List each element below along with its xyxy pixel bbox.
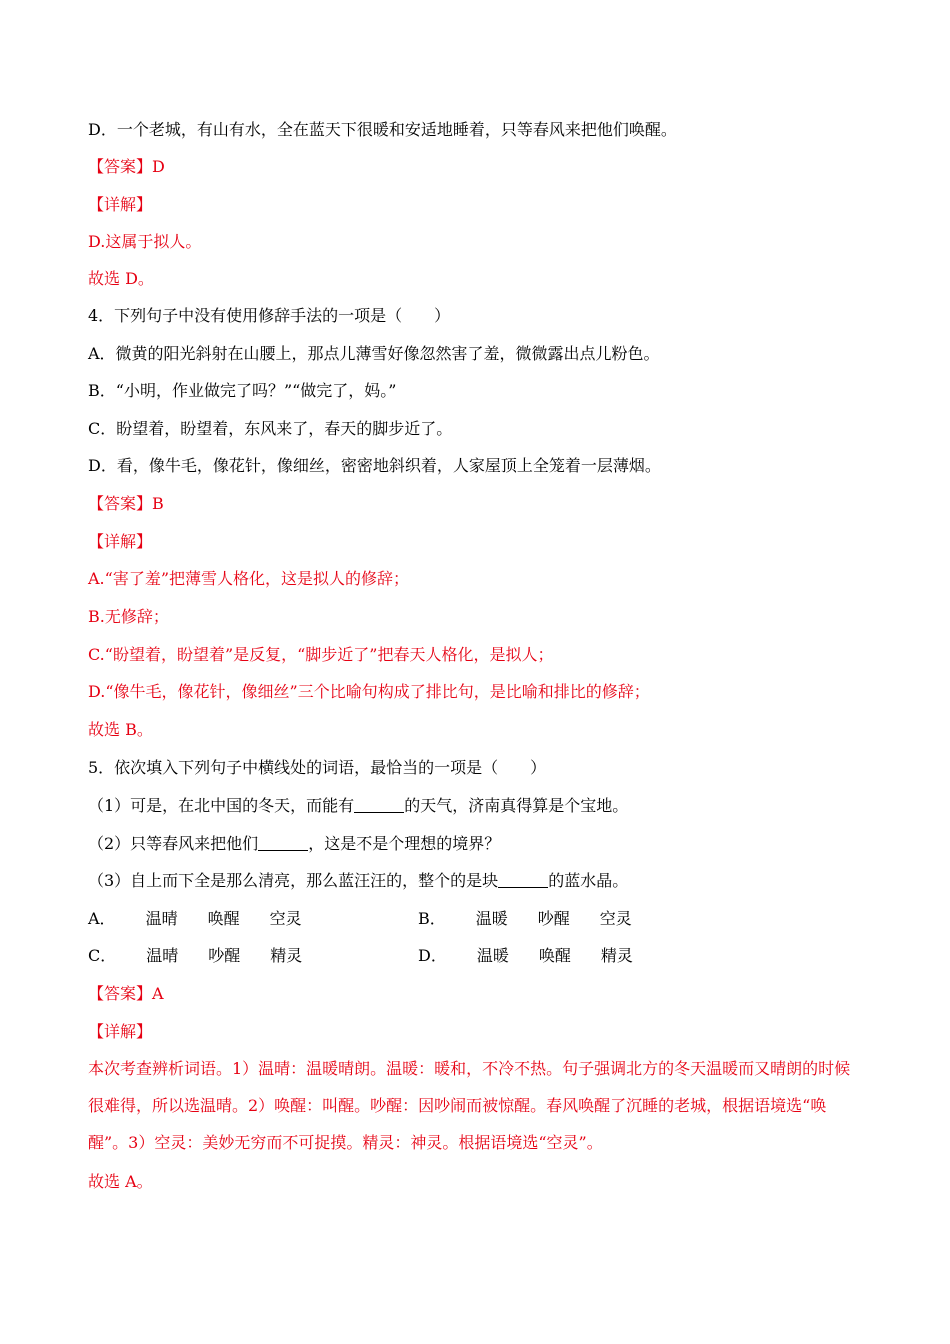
option-word: 空灵	[599, 909, 632, 928]
option-label: B．	[418, 909, 446, 928]
q3-detail-label: 【详解】	[88, 195, 153, 214]
option-label: C．	[88, 946, 117, 965]
sentence-text: 的天气，济南真得算是个宝地。	[404, 796, 629, 815]
q4-option-c: C．盼望着，盼望着，东风来了，春天的脚步近了。	[88, 419, 453, 438]
q4-detail-label: 【详解】	[88, 532, 153, 551]
answer-label: 【答案】	[88, 157, 153, 176]
q5-option-c	[88, 945, 302, 967]
answer-label: 【答案】	[88, 494, 153, 513]
q4-stem: 4．下列句子中没有使用修辞手法的一项是（ ）	[88, 306, 451, 325]
q4-detail-d: D.“像牛毛，像花针，像细丝”三个比喻句构成了排比句，是比喻和排比的修辞；	[88, 682, 650, 701]
option-word: 温暖	[476, 946, 509, 965]
sentence-text: （3）自上而下全是那么清亮，那么蓝汪汪的，整个的是块	[88, 871, 499, 890]
option-label: D．	[418, 946, 447, 965]
option-word: 吵醒	[208, 946, 241, 965]
q5-conclusion: 故选 A。	[88, 1172, 153, 1191]
q3-option-d: D．一个老城，有山有水，全在蓝天下很暖和安适地睡着，只等春风来把他们唤醒。	[88, 120, 677, 139]
option-word: 唤醒	[207, 909, 240, 928]
sentence-text: 的蓝水晶。	[548, 871, 629, 890]
answer-label: 【答案】	[88, 984, 153, 1003]
option-word: 精灵	[270, 946, 303, 965]
option-word: 空灵	[269, 909, 302, 928]
q3-conclusion: 故选 D。	[88, 269, 154, 288]
q4-detail-b: B.无修辞；	[88, 607, 169, 626]
q3-answer	[88, 156, 165, 178]
q4-conclusion: 故选 B。	[88, 720, 153, 739]
option-word: 温晴	[146, 946, 179, 965]
q5-option-d	[418, 945, 633, 967]
sentence-text: （2）只等春风来把他们	[88, 834, 259, 853]
fill-blank	[354, 796, 404, 813]
sentence-text: ，这是不是个理想的境界？	[308, 834, 501, 853]
option-word: 吵醒	[537, 909, 570, 928]
q4-detail-a: A.“害了羞”把薄雪人格化，这是拟人的修辞；	[88, 569, 410, 588]
fill-blank	[258, 834, 308, 851]
q5-sentence-3	[88, 870, 628, 892]
answer-value: B	[152, 494, 164, 513]
q5-option-a	[88, 908, 302, 930]
option-label: A．	[88, 909, 116, 928]
answer-value: D	[152, 157, 165, 176]
option-word: 温暖	[475, 909, 508, 928]
q5-detail: 本次考查辨析词语。1）温晴：温暖晴朗。温暖：暖和，不冷不热。句子强调北方的冬天温暖而又晴朗的时候很难得，所以选温晴。2）唤醒：叫醒。吵醒：因吵闹而被惊醒。春风唤醒了沉睡的老城，根据语境选“唤醒”。3）空灵：美妙无穷而不可捉摸。精灵：神灵。根据语境选“空灵”。	[88, 1059, 851, 1152]
q5-option-b	[418, 908, 632, 930]
option-word: 唤醒	[538, 946, 571, 965]
sentence-text: （1）可是，在北中国的冬天，而能有	[88, 796, 355, 815]
q3-detail: D.这属于拟人。	[88, 232, 202, 251]
q4-option-a: A．微黄的阳光斜射在山腰上，那点儿薄雪好像忽然害了羞，微微露出点儿粉色。	[88, 344, 660, 363]
q4-detail-c: C.“盼望着，盼望着”是反复，“脚步近了”把春天人格化，是拟人；	[88, 645, 554, 664]
answer-value: A	[152, 984, 164, 1003]
fill-blank	[498, 871, 548, 888]
q4-answer	[88, 493, 164, 515]
q5-answer	[88, 983, 164, 1005]
q5-stem: 5．依次填入下列句子中横线处的词语，最恰当的一项是（ ）	[88, 758, 547, 777]
option-word: 精灵	[600, 946, 633, 965]
option-word: 温晴	[145, 909, 178, 928]
q5-sentence-2	[88, 833, 500, 855]
q5-detail-label: 【详解】	[88, 1022, 153, 1041]
q4-option-d: D．看，像牛毛，像花针，像细丝，密密地斜织着，人家屋顶上全笼着一层薄烟。	[88, 456, 661, 475]
q5-sentence-1	[88, 795, 628, 817]
q4-option-b: B．“小明，作业做完了吗？”“做完了，妈。”	[88, 381, 397, 400]
